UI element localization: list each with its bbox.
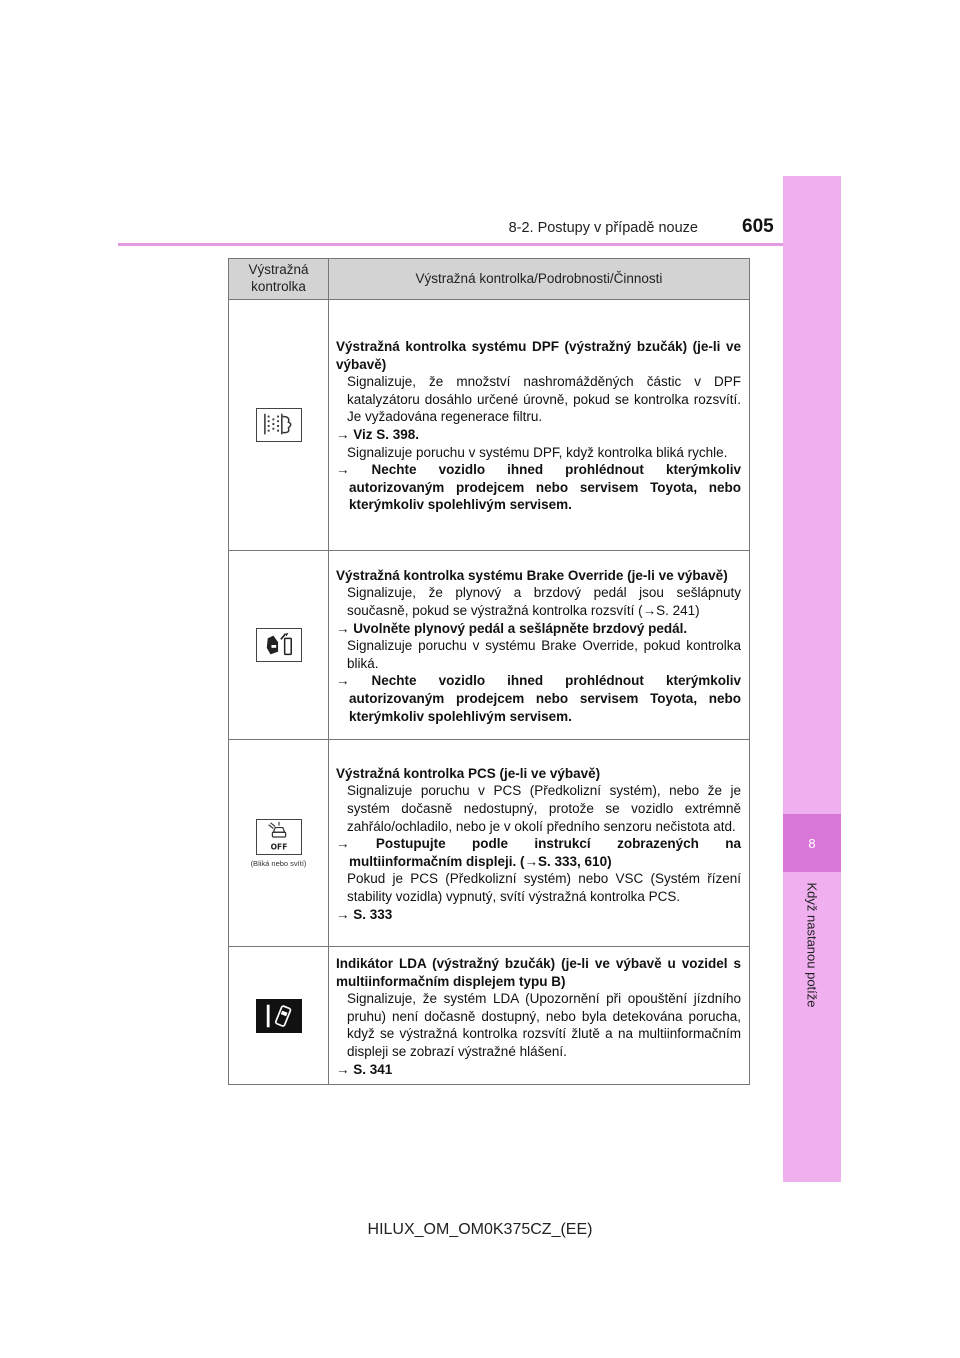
table-header-row xyxy=(229,259,750,300)
arrow-icon: → xyxy=(336,462,350,478)
icon-cell xyxy=(229,947,329,1085)
arrow-icon: → xyxy=(336,1061,350,1077)
action-text: S. 341 xyxy=(353,1061,393,1077)
page-number: 605 xyxy=(742,216,774,237)
icon-cell xyxy=(229,300,329,551)
row-description: Pokud je PCS (Předkolizní systém) nebo VSC (Systém řízení stability vozidla) vypnutý, svítí výstražná kontrolka PCS. xyxy=(347,871,741,904)
action-text: S. 333 xyxy=(353,906,393,922)
details-cell xyxy=(329,300,750,551)
row-title: Výstražná kontrolka systému DPF (výstražný bzučák) (je-li ve výbavě) xyxy=(336,339,741,372)
table-row xyxy=(229,740,750,947)
arrow-icon: → xyxy=(336,836,350,852)
col-header-light: Výstražná kontrolka xyxy=(229,259,329,300)
row-title: Výstražná kontrolka systému Brake Override (je-li ve výbavě) xyxy=(336,567,728,583)
action-line xyxy=(336,620,741,638)
row-description: Signalizuje poruchu v PCS (Předkolizní systém), nebo že je systém dočasně nedostupný, protože se vozidlo extrémně zahřálo/ochladilo, nebo je v okolí předního senzoru nečistota atd. xyxy=(347,783,741,834)
details-cell xyxy=(329,740,750,947)
action-line xyxy=(336,1061,741,1079)
chapter-number: 8 xyxy=(783,814,841,872)
row-description: Signalizuje poruchu v systému Brake Override, pokud kontrolka bliká. xyxy=(347,638,741,671)
row-title: Indikátor LDA (výstražný bzučák) (je-li ve výbavě u vozidel s multiinformačním displejem typu B) xyxy=(336,956,741,989)
row-description: Signalizuje, že množství nashromážděných částic v DPF katalyzátoru dosáhlo určené úrovně, pokud se kontrolka rozsvítí. Je vyžadována regenerace filtru. xyxy=(347,374,741,425)
table-row xyxy=(229,947,750,1085)
action-line xyxy=(336,672,741,725)
icon-caption: (Bliká nebo svítí) xyxy=(250,858,307,868)
document-code: HILUX_OM_OM0K375CZ_(EE) xyxy=(367,1221,593,1238)
arrow-icon: → xyxy=(336,906,350,922)
arrow-icon: → xyxy=(336,427,350,442)
arrow-icon: → xyxy=(336,620,350,636)
dpf-warning-icon xyxy=(256,408,302,442)
pcs-off-icon xyxy=(256,819,302,855)
action-line xyxy=(336,426,741,444)
header-divider xyxy=(118,243,783,246)
table-row xyxy=(229,300,750,551)
row-description: Signalizuje poruchu v systému DPF, když kontrolka bliká rychle. xyxy=(347,444,728,460)
warning-lights-table xyxy=(228,258,750,1085)
icon-cell xyxy=(229,740,329,947)
arrow-icon: → xyxy=(336,673,350,689)
row-title: Výstražná kontrolka PCS (je-li ve výbavě) xyxy=(336,765,601,781)
section-title: 8-2. Postupy v případě nouze xyxy=(508,220,698,236)
table-row xyxy=(229,551,750,740)
action-line xyxy=(336,835,741,870)
action-line xyxy=(336,461,741,514)
row-description: Signalizuje, že systém LDA (Upozornění při opouštění jízdního pruhu) není dočasně dostupný, nebo byla detekována porucha, když se výstražná kontrolka rozsvítí žlutě a na multiinformačním displeji se zobrazí výstražné hlášení. xyxy=(347,991,741,1059)
details-cell xyxy=(329,551,750,740)
action-text: Viz S. 398. xyxy=(353,427,420,442)
action-text: Nechte vozidlo ihned prohlédnout kterýmkoliv autorizovaným prodejcem nebo servisem Toyota, nebo kterýmkoliv spolehlivým servisem. xyxy=(349,462,741,513)
pcs-off-label: OFF xyxy=(270,841,287,851)
action-line xyxy=(336,906,741,924)
action-text: Nechte vozidlo ihned prohlédnout kterýmkoliv autorizovaným prodejcem nebo servisem Toyota, nebo kterýmkoliv spolehlivým servisem. xyxy=(349,673,741,724)
details-cell xyxy=(329,947,750,1085)
brake-override-icon xyxy=(256,628,302,662)
icon-cell xyxy=(229,551,329,740)
action-text: Uvolněte plynový pedál a sešlápněte brzdový pedál. xyxy=(353,620,688,636)
row-description: Signalizuje, že plynový a brzdový pedál jsou sešlápnuty současně, pokud se výstražná kontrolka rozsvítí (→S. 241) xyxy=(347,585,741,619)
chapter-title: Když nastanou potíže xyxy=(804,882,820,1008)
lda-indicator-icon xyxy=(256,999,302,1033)
chapter-side-tab xyxy=(783,176,841,1182)
action-text: Postupujte podle instrukcí zobrazených na multiinformačním displeji. (→S. 333, 610) xyxy=(349,836,741,869)
col-header-details: Výstražná kontrolka/Podrobnosti/Činnosti xyxy=(329,259,750,300)
